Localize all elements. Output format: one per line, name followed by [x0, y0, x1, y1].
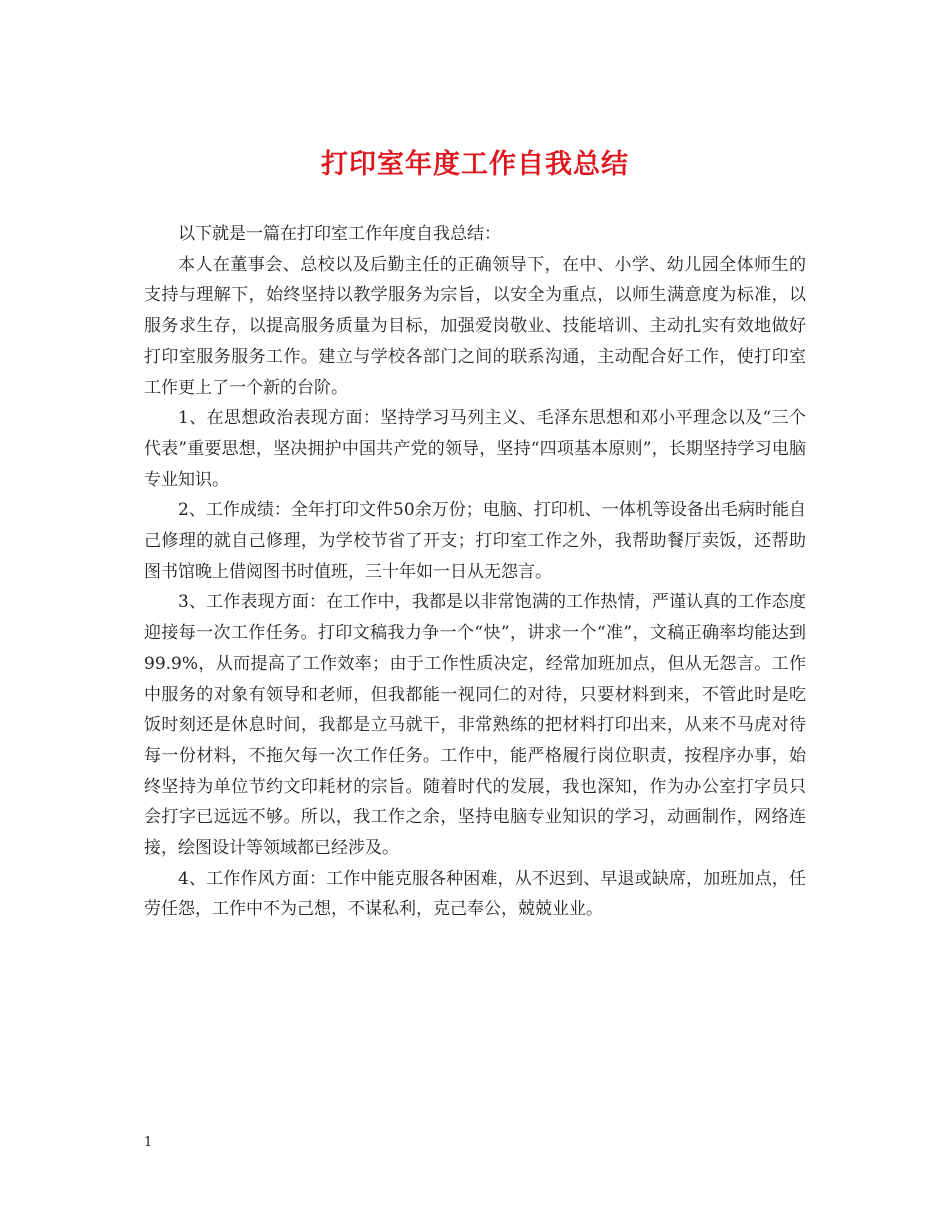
paragraph-performance: 3、工作表现方面：在工作中，我都是以非常饱满的工作热情，严谨认真的工作态度迎接每一次工作任务。打印文稿我力争一个“快”，讲求一个“准”，文稿正确率均能达到99.9%，从而提高了工作效率；由于工作性质决定，经常加班加点，但从无怨言。工作中服务的对象有领导和老师，但我都能一视同仁的对待，只要材料到来，不管此时是吃饭时刻还是休息时间，我都是立马就干，非常熟练的把材料打印出来，从来不马虎对待每一份材料，不拖欠每一次工作任务。工作中，能严格履行岗位职责，按程序办事，始终坚持为单位节约文印耗材的宗旨。随着时代的发展，我也深知，作为办公室打字员只会打字已远远不够。所以，我工作之余，坚持电脑专业知识的学习，动画制作，网络连接，绘图设计等领域都已经涉及。 — [144, 592, 806, 859]
page-number: 1 — [144, 1135, 153, 1150]
page-title: 打印室年度工作自我总结 — [321, 149, 629, 180]
document-body — [144, 219, 806, 925]
paragraph-achievements: 2、工作成绩：全年打印文件50余万份；电脑、打印机、一体机等设备出毛病时能自己修理的就自己修理，为学校节省了开支；打印室工作之外，我帮助餐厅卖饭，还帮助图书馆晚上借阅图书时值班，三十年如一日从无怨言。 — [144, 500, 806, 582]
paragraph-work-style: 4、工作作风方面：工作中能克服各种困难，从不迟到、早退或缺席，加班加点，任劳任怨，工作中不为己想，不谋私利，克己奉公，兢兢业业。 — [144, 868, 806, 920]
paragraph-political: 1、在思想政治表现方面：坚持学习马列主义、毛泽东思想和邓小平理念以及“三个代表”重要思想，坚决拥护中国共产党的领导，坚持“四项基本原则”，长期坚持学习电脑专业知识。 — [144, 408, 806, 490]
paragraph-overview: 本人在董事会、总校以及后勤主任的正确领导下，在中、小学、幼儿园全体师生的支持与理解下，始终坚持以教学服务为宗旨，以安全为重点，以师生满意度为标准，以服务求生存，以提高服务质量为目标，加强爱岗敬业、技能培训、主动扎实有效地做好打印室服务服务工作。建立与学校各部门之间的联系沟通，主动配合好工作，使打印室工作更上了一个新的台阶。 — [144, 254, 806, 398]
paragraph-intro: 以下就是一篇在打印室工作年度自我总结： — [178, 224, 501, 244]
